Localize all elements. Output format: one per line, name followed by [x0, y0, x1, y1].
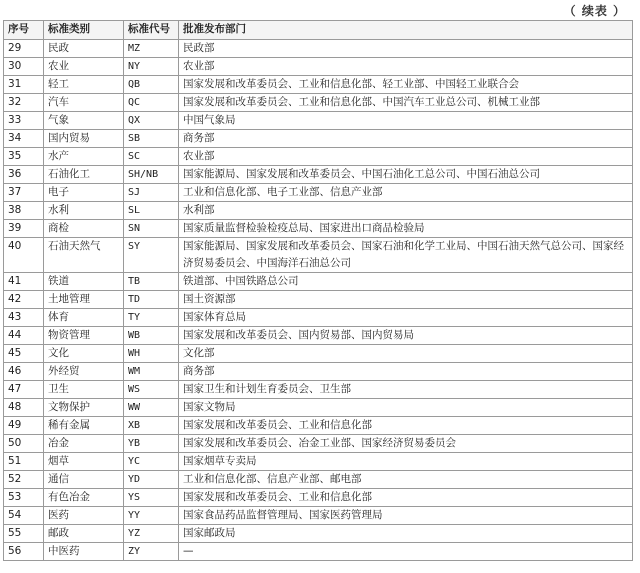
- row-number: 36: [4, 166, 44, 184]
- row-code: WM: [124, 363, 179, 381]
- row-category: 商检: [44, 220, 124, 238]
- row-category: 水产: [44, 148, 124, 166]
- row-category: 烟草: [44, 453, 124, 471]
- row-department: 国家烟草专卖局: [179, 453, 633, 471]
- row-code: QX: [124, 112, 179, 130]
- header-row: [4, 21, 633, 40]
- row-number: 54: [4, 507, 44, 525]
- row-code: SY: [124, 238, 179, 273]
- row-department: 国家质量监督检验检疫总局、国家进出口商品检验局: [179, 220, 633, 238]
- header-number: 序号: [4, 21, 44, 40]
- row-code: TY: [124, 309, 179, 327]
- row-department: 铁道部、中国铁路总公司: [179, 273, 633, 291]
- row-code: WB: [124, 327, 179, 345]
- row-department: 国家发展和改革委员会、工业和信息化部、轻工业部、中国轻工业联合会: [179, 76, 633, 94]
- row-number: 56: [4, 543, 44, 561]
- row-department: 国家发展和改革委员会、工业和信息化部: [179, 489, 633, 507]
- table-row: [4, 489, 633, 507]
- row-category: 土地管理: [44, 291, 124, 309]
- table-row: [4, 525, 633, 543]
- row-number: 55: [4, 525, 44, 543]
- row-code: ZY: [124, 543, 179, 561]
- row-category: 稀有金属: [44, 417, 124, 435]
- table-row: [4, 148, 633, 166]
- header-code: 标准代号: [124, 21, 179, 40]
- row-department: 工业和信息化部、信息产业部、邮电部: [179, 471, 633, 489]
- table-row: [4, 381, 633, 399]
- row-number: 29: [4, 40, 44, 58]
- row-department: 民政部: [179, 40, 633, 58]
- row-number: 46: [4, 363, 44, 381]
- table-row: [4, 507, 633, 525]
- row-department: —: [179, 543, 633, 561]
- row-category: 铁道: [44, 273, 124, 291]
- row-number: 31: [4, 76, 44, 94]
- table-row: [4, 112, 633, 130]
- header-category: 标准类别: [44, 21, 124, 40]
- row-department: 国家体育总局: [179, 309, 633, 327]
- table-row: [4, 130, 633, 148]
- row-department: 国家发展和改革委员会、冶金工业部、国家经济贸易委员会: [179, 435, 633, 453]
- row-code: YB: [124, 435, 179, 453]
- row-number: 33: [4, 112, 44, 130]
- row-code: XB: [124, 417, 179, 435]
- row-category: 文物保护: [44, 399, 124, 417]
- row-code: TB: [124, 273, 179, 291]
- table-row: [4, 327, 633, 345]
- row-category: 电子: [44, 184, 124, 202]
- row-code: MZ: [124, 40, 179, 58]
- standards-table: [3, 20, 633, 561]
- row-number: 53: [4, 489, 44, 507]
- row-category: 轻工: [44, 76, 124, 94]
- row-category: 有色冶金: [44, 489, 124, 507]
- table-row: [4, 94, 633, 112]
- row-code: YY: [124, 507, 179, 525]
- row-category: 气象: [44, 112, 124, 130]
- row-number: 48: [4, 399, 44, 417]
- header-department: 批准发布部门: [179, 21, 633, 40]
- row-number: 51: [4, 453, 44, 471]
- row-department: 农业部: [179, 148, 633, 166]
- table-row: [4, 220, 633, 238]
- row-code: SL: [124, 202, 179, 220]
- row-department: 商务部: [179, 130, 633, 148]
- row-department: 国家文物局: [179, 399, 633, 417]
- row-category: 中医药: [44, 543, 124, 561]
- row-code: QB: [124, 76, 179, 94]
- table-row: [4, 291, 633, 309]
- row-code: YD: [124, 471, 179, 489]
- row-number: 42: [4, 291, 44, 309]
- table-row: [4, 363, 633, 381]
- row-code: WH: [124, 345, 179, 363]
- table-row: [4, 471, 633, 489]
- row-number: 45: [4, 345, 44, 363]
- row-department: 工业和信息化部、电子工业部、信息产业部: [179, 184, 633, 202]
- row-code: WS: [124, 381, 179, 399]
- row-code: SB: [124, 130, 179, 148]
- row-department: 国家食品药品监督管理局、国家医药管理局: [179, 507, 633, 525]
- row-number: 41: [4, 273, 44, 291]
- table-body: [4, 40, 633, 561]
- table-row: [4, 543, 633, 561]
- row-category: 民政: [44, 40, 124, 58]
- row-number: 37: [4, 184, 44, 202]
- row-department: 国家发展和改革委员会、国内贸易部、国内贸易局: [179, 327, 633, 345]
- row-code: QC: [124, 94, 179, 112]
- table-row: [4, 399, 633, 417]
- row-category: 汽车: [44, 94, 124, 112]
- row-category: 医药: [44, 507, 124, 525]
- table-row: [4, 184, 633, 202]
- row-code: SJ: [124, 184, 179, 202]
- row-number: 47: [4, 381, 44, 399]
- row-category: 卫生: [44, 381, 124, 399]
- row-number: 44: [4, 327, 44, 345]
- table-row: [4, 166, 633, 184]
- row-department: 农业部: [179, 58, 633, 76]
- row-category: 通信: [44, 471, 124, 489]
- table-row: [4, 345, 633, 363]
- table-row: [4, 435, 633, 453]
- row-department: 国家发展和改革委员会、工业和信息化部: [179, 417, 633, 435]
- row-category: 物资管理: [44, 327, 124, 345]
- row-code: SH/NB: [124, 166, 179, 184]
- row-department: 水利部: [179, 202, 633, 220]
- row-category: 石油化工: [44, 166, 124, 184]
- continued-label: （ 续表 ）: [563, 4, 626, 18]
- row-number: 49: [4, 417, 44, 435]
- row-category: 体育: [44, 309, 124, 327]
- row-number: 50: [4, 435, 44, 453]
- row-department: 国家能源局、国家发展和改革委员会、中国石油化工总公司、中国石油总公司: [179, 166, 633, 184]
- table-row: [4, 238, 633, 273]
- row-category: 文化: [44, 345, 124, 363]
- row-number: 43: [4, 309, 44, 327]
- row-code: SC: [124, 148, 179, 166]
- row-category: 国内贸易: [44, 130, 124, 148]
- table-row: [4, 417, 633, 435]
- row-category: 外经贸: [44, 363, 124, 381]
- row-department: 文化部: [179, 345, 633, 363]
- row-code: WW: [124, 399, 179, 417]
- row-number: 39: [4, 220, 44, 238]
- row-department: 国家邮政局: [179, 525, 633, 543]
- row-number: 30: [4, 58, 44, 76]
- row-number: 34: [4, 130, 44, 148]
- row-department: 国土资源部: [179, 291, 633, 309]
- row-number: 52: [4, 471, 44, 489]
- row-category: 冶金: [44, 435, 124, 453]
- table-row: [4, 309, 633, 327]
- row-code: SN: [124, 220, 179, 238]
- row-category: 农业: [44, 58, 124, 76]
- row-department: 商务部: [179, 363, 633, 381]
- row-category: 邮政: [44, 525, 124, 543]
- row-department: 国家发展和改革委员会、工业和信息化部、中国汽车工业总公司、机械工业部: [179, 94, 633, 112]
- row-code: TD: [124, 291, 179, 309]
- row-category: 石油天然气: [44, 238, 124, 273]
- table-row: [4, 202, 633, 220]
- table-row: [4, 453, 633, 471]
- row-code: YZ: [124, 525, 179, 543]
- row-number: 40: [4, 238, 44, 273]
- row-department: 中国气象局: [179, 112, 633, 130]
- row-number: 35: [4, 148, 44, 166]
- row-category: 水利: [44, 202, 124, 220]
- row-department: 国家能源局、国家发展和改革委员会、国家石油和化学工业局、中国石油天然气总公司、国家经济贸易委员会、中国海洋石油总公司: [179, 238, 633, 273]
- row-code: NY: [124, 58, 179, 76]
- row-number: 32: [4, 94, 44, 112]
- row-code: YS: [124, 489, 179, 507]
- row-department: 国家卫生和计划生育委员会、卫生部: [179, 381, 633, 399]
- row-number: 38: [4, 202, 44, 220]
- table-row: [4, 76, 633, 94]
- row-code: YC: [124, 453, 179, 471]
- table-row: [4, 58, 633, 76]
- table-row: [4, 40, 633, 58]
- table-row: [4, 273, 633, 291]
